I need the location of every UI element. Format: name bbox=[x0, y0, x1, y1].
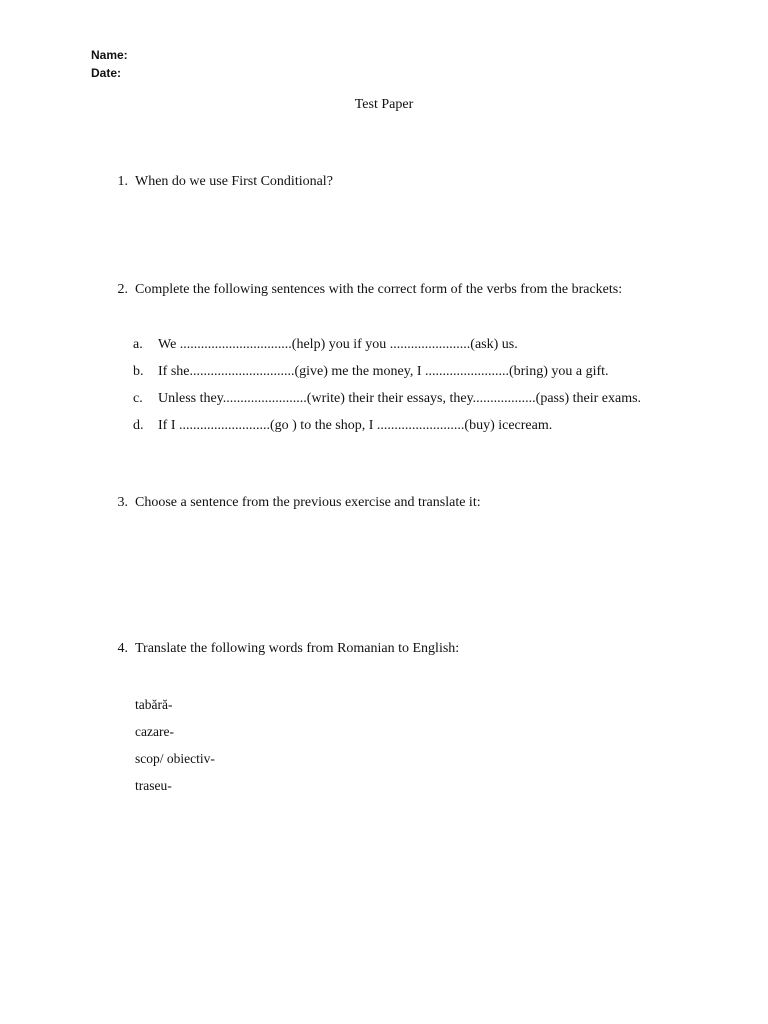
question-number: 1. bbox=[117, 174, 128, 189]
sentence-text: Unless they........................(write) their their essays, they..................(pass) their exams. bbox=[158, 391, 642, 406]
vocabulary-word: traseu- bbox=[135, 778, 172, 793]
sentence-text: If I ..........................(go ) to the shop, I .........................(buy) icecream. bbox=[158, 418, 553, 433]
vocabulary-list bbox=[135, 691, 215, 799]
question-text: When do we use First Conditional? bbox=[135, 174, 333, 189]
question-text: Choose a sentence from the previous exercise and translate it: bbox=[135, 495, 481, 510]
page-title: Test Paper bbox=[354, 97, 414, 112]
question-text: Complete the following sentences with the correct form of the verbs from the brackets: bbox=[135, 282, 623, 297]
question-text: Translate the following words from Romanian to English: bbox=[135, 641, 460, 656]
question-number: 2. bbox=[117, 282, 128, 297]
sentence-list bbox=[133, 331, 693, 439]
sentence-item bbox=[133, 412, 693, 439]
sentence-text: If she..............................(give) me the money, I ........................(bring) you a gift. bbox=[158, 364, 609, 379]
vocabulary-word: tabără- bbox=[135, 697, 173, 712]
sentence-item bbox=[133, 358, 693, 385]
sentence-letter: c. bbox=[133, 391, 143, 406]
sentence-item bbox=[133, 331, 693, 358]
vocabulary-word: cazare- bbox=[135, 724, 174, 739]
vocabulary-word: scop/ obiectiv- bbox=[135, 751, 215, 766]
sentence-letter: d. bbox=[133, 418, 144, 433]
sentence-item bbox=[133, 385, 693, 412]
sentence-text: We ................................(help) you if you .......................(ask) us. bbox=[158, 337, 518, 352]
question-number: 3. bbox=[117, 495, 128, 510]
sentence-letter: b. bbox=[133, 364, 144, 379]
question-number: 4. bbox=[117, 641, 128, 656]
name-label: Name: bbox=[91, 48, 128, 62]
sentence-letter: a. bbox=[133, 337, 143, 352]
date-label: Date: bbox=[91, 66, 122, 80]
student-info-fields bbox=[91, 46, 128, 82]
